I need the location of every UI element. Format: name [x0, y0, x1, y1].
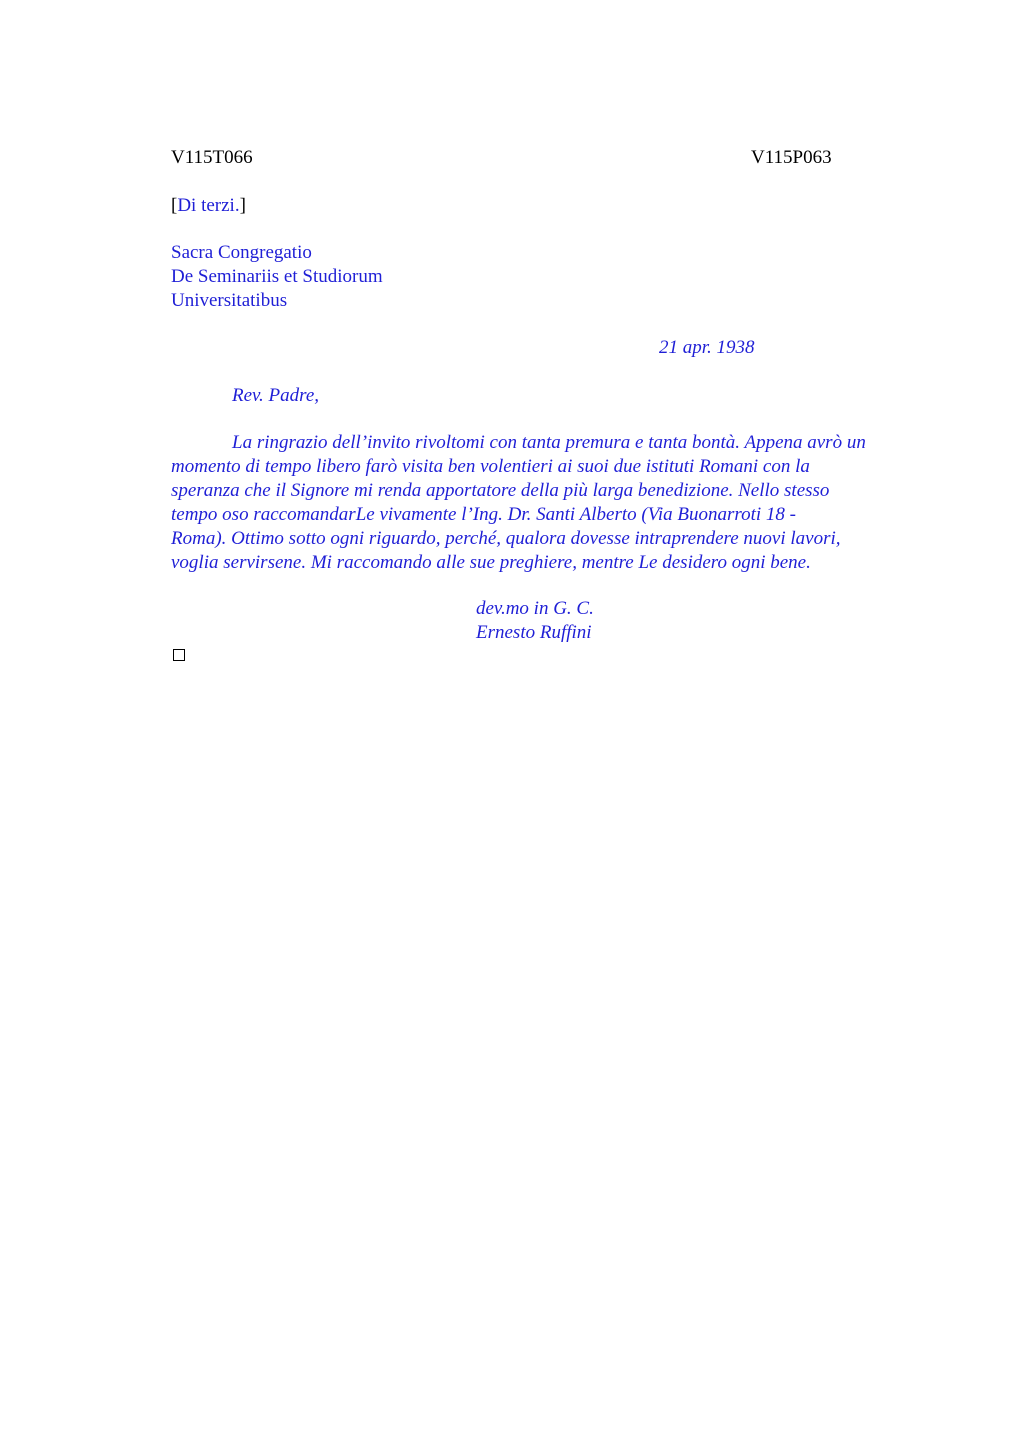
salutation: Rev. Padre, — [232, 385, 320, 406]
editorial-note — [171, 194, 246, 218]
addressee-line: De Seminariis et Studiorum — [171, 266, 383, 287]
closing-block — [476, 597, 594, 645]
signature-name: Ernesto Ruffini — [476, 622, 592, 643]
letter-date: 21 apr. 1938 — [659, 337, 755, 358]
body-line: La ringrazio dell’invito rivoltomi con tanta premura e tanta bontà. Appena avrò un — [232, 432, 866, 453]
addressee-block — [171, 241, 383, 313]
document-reference-left: V115T066 — [171, 147, 253, 168]
note-text: Di terzi. — [177, 195, 240, 216]
body-line: voglia servirsene. Mi raccomando alle sue preghiere, mentre Le desidero ogni bene. — [171, 552, 811, 573]
end-marker-square — [173, 649, 185, 661]
letter-body — [171, 431, 931, 575]
addressee-line: Universitatibus — [171, 290, 288, 311]
body-line: Roma). Ottimo sotto ogni riguardo, perché, qualora dovesse intraprendere nuovi lavori, — [171, 528, 841, 549]
closing-formula: dev.mo in G. C. — [476, 598, 594, 619]
note-close-bracket: ] — [239, 195, 246, 216]
note-open-bracket: [ — [171, 195, 178, 216]
body-line: tempo oso raccomandarLe vivamente l’Ing. Dr. Santi Alberto (Via Buonarroti 18 - — [171, 504, 796, 525]
body-line: momento di tempo libero farò visita ben volentieri ai suoi due istituti Romani con la — [171, 456, 810, 477]
addressee-line: Sacra Congregatio — [171, 242, 312, 263]
document-reference-right: V115P063 — [751, 147, 832, 168]
body-line: speranza che il Signore mi renda apportatore della più larga benedizione. Nello stesso — [171, 480, 830, 501]
